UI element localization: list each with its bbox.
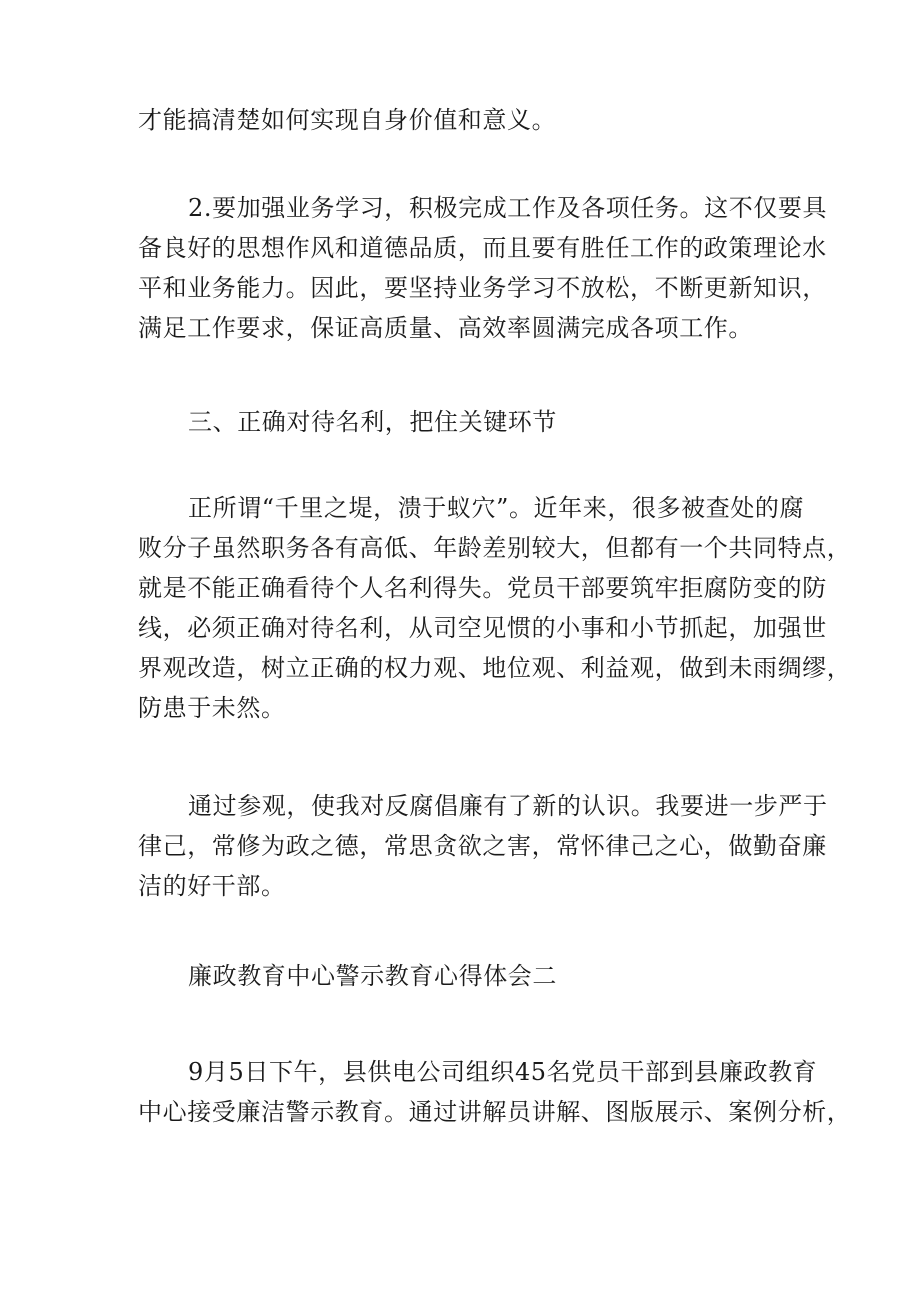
- text-line: 线，必须正确对待名利，从司空见惯的小事和小节抓起，加强世: [138, 614, 827, 642]
- text-line: 2.要加强业务学习，积极完成工作及各项任务。这不仅要具: [188, 194, 828, 222]
- text-line: 律己，常修为政之德，常思贪欲之害，常怀律己之心，做勤奋廉: [138, 832, 827, 860]
- text-line: 界观改造，树立正确的权力观、地位观、利益观，做到未雨绸缪，: [138, 654, 852, 682]
- article-title-two: [138, 956, 788, 996]
- text-line: 正所谓“千里之堤，溃于蚁穴”。近年来，很多被查处的腐: [188, 494, 805, 522]
- section-heading-three: [138, 402, 788, 442]
- paragraph-business-study: [138, 188, 828, 348]
- text-line: 通过参观，使我对反腐倡廉有了新的认识。我要进一步严于: [188, 792, 828, 820]
- text-line: 备良好的思想作风和道德品质，而且要有胜任工作的政策理论水: [138, 234, 827, 262]
- text-line: 就是不能正确看待个人名利得失。党员干部要筑牢拒腐防变的防: [138, 574, 827, 602]
- text-line: 平和业务能力。因此，要坚持业务学习不放松，不断更新知识，: [138, 274, 827, 302]
- text-line: 防患于未然。: [138, 694, 286, 722]
- text-line: 才能搞清楚如何实现自身价值和意义。: [138, 106, 557, 134]
- paragraph-event-intro: [138, 1052, 852, 1132]
- text-line: 廉政教育中心警示教育心得体会二: [188, 962, 557, 990]
- text-line: 满足工作要求，保证高质量、高效率圆满完成各项工作。: [138, 314, 753, 342]
- paragraph-continuation: [138, 100, 788, 140]
- text-line: 洁的好干部。: [138, 872, 286, 900]
- text-line: 中心接受廉洁警示教育。通过讲解员讲解、图版展示、案例分析，: [138, 1098, 852, 1126]
- paragraph-fame-and-gain: [138, 488, 852, 728]
- text-line: 败分子虽然职务各有高低、年龄差别较大，但都有一个共同特点，: [138, 534, 852, 562]
- text-line: 9月5日下午，县供电公司组织45名党员干部到县廉政教育: [188, 1058, 818, 1086]
- text-line: 三、正确对待名利，把住关键环节: [188, 408, 557, 436]
- paragraph-visit-summary: [138, 786, 828, 906]
